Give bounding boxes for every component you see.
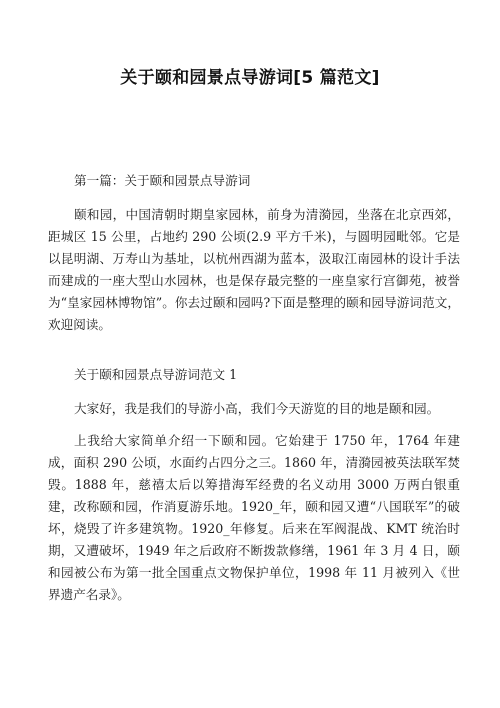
paragraph-greeting: 大家好，我是我们的导游小高，我们今天游览的目的地是颐和园。 bbox=[74, 401, 440, 416]
paragraph-intro: 颐和园，中国清朝时期皇家园林，前身为清漪园，坐落在北京西郊，距城区 15 公里，占地约 290 公顷(2.9 平方千米)，与圆明园毗邻。它是以昆明湖、万寿山为基址，以杭州西湖为蓝本，汲取江南园林的设计手法而建成的一座大型山水园林，也是保存最完整的一座皇家行宫御苑，被誉为“皇家园林博物馆”。你去过颐和园吗?下面是整理的颐和园导游词范文，欢迎阅读。 bbox=[48, 207, 460, 332]
section-heading: 第一篇：关于颐和园景点导游词 bbox=[74, 173, 251, 188]
document-title: 关于颐和园景点导游词[5 篇范文] bbox=[120, 68, 380, 88]
subsection-heading: 关于颐和园景点导游词范文 1 bbox=[74, 367, 238, 382]
paragraph-history: 上我给大家简单介绍一下颐和园。它始建于 1750 年，1764 年建成，面积 290 公顷，水面约占四分之三。1860 年，清漪园被英法联军焚毁。1888 年，慈禧太后以筹措海军经费的名义动用 3000 万两白银重建，改称颐和园，作消夏游乐地。1920_年，颐和园又遭“八国联军”的破坏，烧毁了许多建筑物。1920_年修复。后来在军阀混战、KMT 统治时期，又遭破坏，1949 年之后政府不断拨款修缮，1961 年 3 月 4 日，颐和园被公布为第一批全国重点文物保护单位，1998 年 11 月被列入《世界遗产名录》。 bbox=[48, 433, 460, 602]
